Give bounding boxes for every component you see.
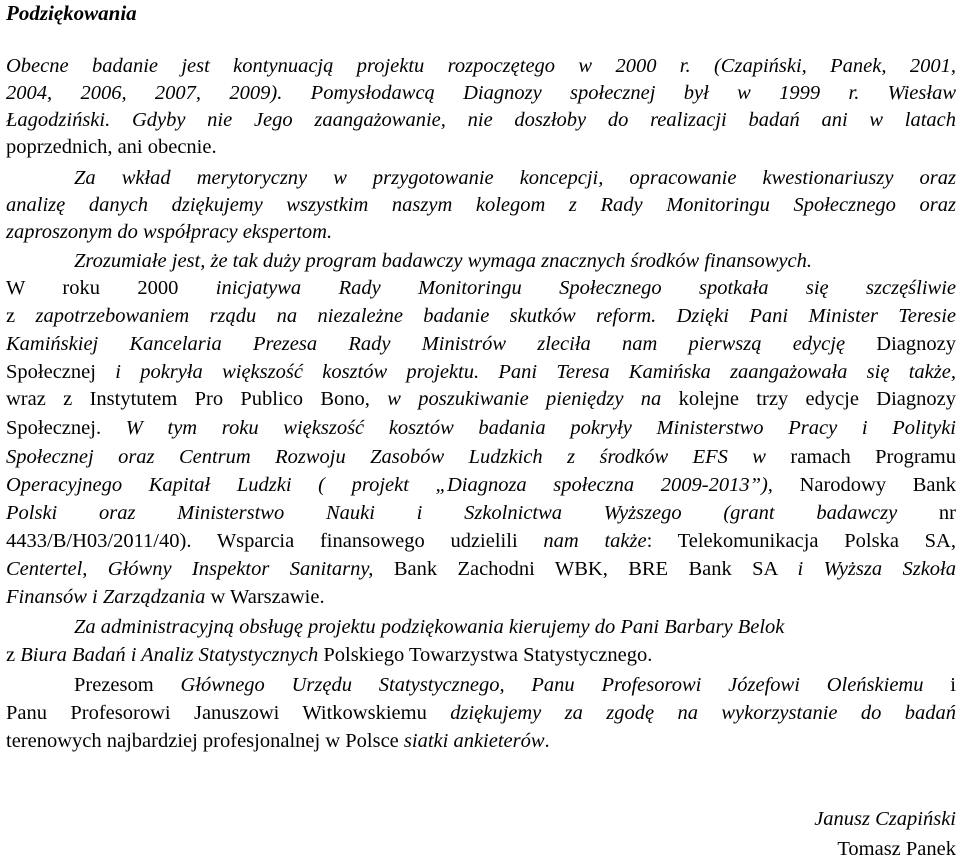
text-run: Polski oraz Ministerstwo Nauki i Szkolnictwa Wyższego (grant badawczy [6, 502, 939, 524]
text-run: i pokryła większość kosztów projektu. Pani Teresa Kamińska zaangażowała się także, [115, 361, 956, 383]
text-run: analizę danych dziękujemy wszystkim naszym kolegom z Rady Monitoringu Społecznego oraz [6, 194, 956, 216]
text-run: Głównego Urzędu Statystycznego, Panu Profesorowi Józefowi Oleńskiemu [180, 674, 951, 696]
text-line [6, 502, 956, 529]
text-run: Operacyjnego Kapitał Ludzki ( projekt „Diagnoza społeczna 2009-2013”), [6, 474, 800, 496]
text-run: z [6, 305, 36, 327]
text-line [6, 586, 956, 609]
text-line [6, 446, 956, 473]
text-line [6, 674, 956, 701]
text-run: Biura Badań i Analiz Statystycznych [20, 644, 324, 666]
text-run: Za administracyjną obsługę projektu podziękowania kierujemy do Pani Barbary Belok [74, 616, 785, 638]
text-line [6, 558, 956, 585]
text-run: zaproszonym do współpracy ekspertom. [6, 221, 333, 243]
text-line [6, 616, 956, 639]
text-run: Centertel, Główny Inspektor Sanitarny, [6, 558, 394, 580]
text-line [6, 194, 956, 221]
text-run: kolejne trzy edycje Diagnozy [678, 388, 956, 410]
text-run: terenowych najbardziej profesjonalnej w Polsce [6, 730, 404, 752]
text-run: nr [938, 502, 956, 524]
text-run: dziękujemy za zgodę na wykorzystanie do badań [450, 702, 956, 724]
text-run: ramach Programu [790, 446, 956, 468]
text-line [6, 702, 956, 729]
text-line [6, 417, 956, 444]
text-line [6, 55, 956, 82]
text-line [6, 530, 956, 557]
text-line [6, 474, 956, 501]
text-run: i [950, 674, 956, 696]
signature-author-2: Tomasz Panek [837, 838, 956, 860]
text-run: Zrozumiałe jest, że tak duży program badawczy wymaga znacznych środków finansowych. [74, 250, 812, 272]
text-line [6, 82, 956, 109]
text-run: Za wkład merytoryczny w przygotowanie koncepcji, opracowanie kwestionariuszy oraz [74, 167, 956, 189]
text-run: inicjatywa Rady Monitoringu Społecznego spotkała się szczęśliwie [215, 277, 956, 299]
text-line [6, 644, 956, 667]
text-run: w poszukiwanie pieniędzy na [387, 388, 679, 410]
text-run: wraz z Instytutem Pro Publico Bono, [6, 388, 388, 410]
text-run: Obecne badanie jest kontynuacją projektu rozpoczętego w 2000 r. (Czapiński, Panek, 2001, [6, 55, 956, 77]
text-run: Polskiego Towarzystwa Statystycznego. [323, 644, 653, 666]
text-line [6, 109, 956, 136]
text-run: . [544, 730, 550, 752]
text-run: Bank Zachodni WBK, BRE Bank SA [393, 558, 798, 580]
text-line [6, 167, 956, 194]
text-run: Łagodziński. Gdyby nie Jego zaangażowanie, nie doszłoby do realizacji badań ani w latach [6, 109, 956, 131]
text-line [6, 136, 956, 159]
text-line [6, 250, 956, 273]
text-run: Panu Profesorowi Januszowi Witkowskiemu [6, 702, 451, 724]
text-run: i Wyższa Szkoła [797, 558, 956, 580]
text-run: Społecznej. [6, 417, 126, 439]
text-run: Diagnozy [876, 333, 956, 355]
text-run: poprzednich, ani obecnie. [6, 136, 217, 158]
text-run: siatki ankieterów [403, 730, 545, 752]
text-run: W roku 2000 [6, 277, 216, 299]
text-run: Narodowy Bank [799, 474, 956, 496]
text-line [6, 333, 956, 360]
text-line [6, 361, 956, 388]
text-run: z [6, 644, 21, 666]
signature-author-1: Janusz Czapiński [814, 808, 956, 830]
text-run: Społecznej oraz Centrum Rozwoju Zasobów Ludzkich z środków EFS w [6, 446, 791, 468]
text-line [6, 221, 956, 244]
text-line [6, 388, 956, 415]
text-run: w Warszawie. [210, 586, 325, 608]
text-run: Finansów i Zarządzania [6, 586, 211, 608]
text-run: nam także [543, 530, 647, 552]
text-run: Społecznej [6, 361, 116, 383]
text-line [6, 305, 956, 332]
text-run: zapotrzebowaniem rządu na niezależne badanie skutków reform. Dzięki Pani Minister Teresie [35, 305, 956, 327]
text-run: 2004, 2006, 2007, 2009). Pomysłodawcą Diagnozy społecznej był w 1999 r. Wiesław [6, 82, 956, 104]
text-line [6, 277, 956, 304]
text-run: Kamińskiej Kancelaria Prezesa Rady Ministrów zleciła nam pierwszą edycję [6, 333, 877, 355]
text-run: 4433/B/H03/2011/40). Wsparcia finansowego udzielili [6, 530, 544, 552]
text-run: Prezesom [74, 674, 181, 696]
page-title: Podziękowania [6, 1, 137, 25]
text-run: : Telekomunikacja Polska SA, [646, 530, 956, 552]
text-run: W tym roku większość kosztów badania pokryły Ministerstwo Pracy i Polityki [125, 417, 956, 439]
text-line [6, 730, 956, 753]
